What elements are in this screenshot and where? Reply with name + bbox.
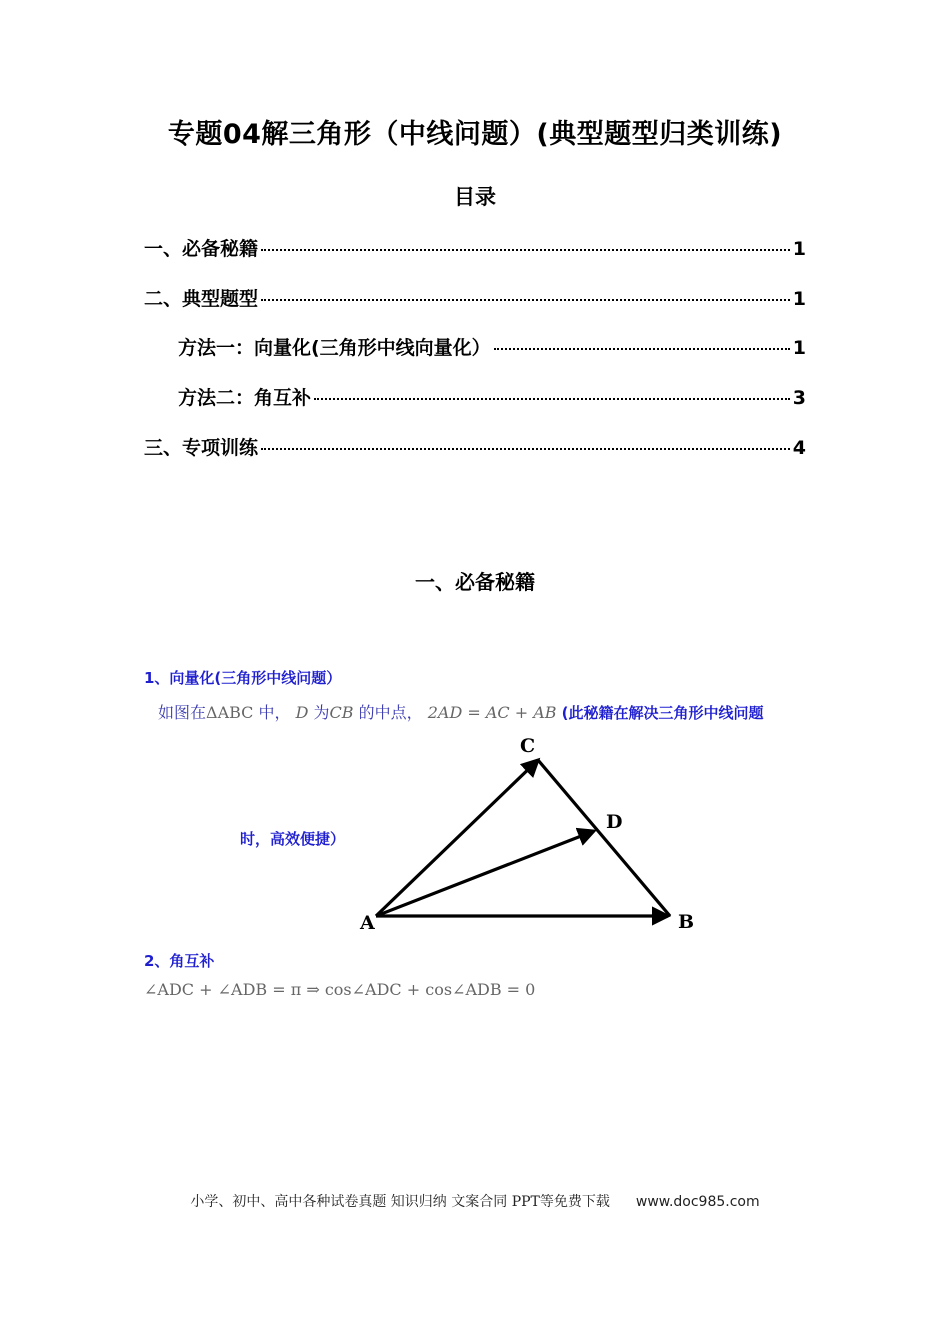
- label-a: A: [360, 912, 375, 934]
- document-title: 专题04解三角形（中线问题）(典型题型归类训练): [167, 119, 783, 150]
- segment-cb: CB: [329, 703, 354, 722]
- footer-url[interactable]: www.doc985.com: [635, 1194, 760, 1210]
- toc-item-essentials[interactable]: [144, 234, 806, 261]
- toc-item-method-2[interactable]: [178, 383, 806, 410]
- toc-leader-dots: [261, 448, 790, 450]
- toc-item-training[interactable]: [144, 433, 806, 460]
- toc-item-label: 三、专项训练: [144, 437, 259, 459]
- supplementary-angle-formula: ∠ADC + ∠ADB = π ⇒ cos∠ADC + cos∠ADB = 0: [144, 980, 536, 999]
- toc-item-page: 1: [792, 238, 806, 260]
- toc-leader-dots: [494, 348, 790, 350]
- point-d: D: [295, 703, 309, 722]
- toc-item-page: 1: [792, 288, 806, 310]
- vector-explanation-line: [158, 700, 764, 723]
- text-wei: 为: [308, 703, 330, 722]
- toc-item-label: 方法一：向量化(三角形中线向量化）: [178, 337, 491, 359]
- label-b: B: [678, 911, 695, 933]
- toc-leader-dots: [261, 299, 790, 301]
- toc-item-page: 1: [792, 337, 806, 359]
- toc-item-method-1[interactable]: [178, 333, 806, 360]
- text-prefix: 如图在: [158, 703, 207, 722]
- label-c: C: [520, 735, 536, 757]
- toc-item-label: 一、必备秘籍: [144, 238, 259, 260]
- text-midpoint: 的中点，: [353, 703, 423, 722]
- toc-leader-dots: [261, 249, 790, 251]
- footer-text: 小学、初中、高中各种试卷真题 知识归纳 文案合同 PPT等免费下载: [190, 1194, 610, 1210]
- triangle-symbol: ΔABC: [206, 703, 254, 722]
- triangle-median-figure: [340, 730, 720, 945]
- toc-heading: 目录: [454, 185, 496, 209]
- text-zhong: 中，: [253, 703, 291, 722]
- toc-item-page: 3: [792, 387, 806, 409]
- toc-item-label: 方法二：角互补: [178, 387, 312, 409]
- subheading-vectorization: 1、向量化(三角形中线问题）: [144, 669, 342, 687]
- toc-item-typical-types[interactable]: [144, 284, 806, 311]
- subheading-supplementary-angles: 2、角互补: [144, 952, 215, 970]
- note-part-1: (此秘籍在解决三角形中线问题: [561, 704, 764, 722]
- vector-ad-arrow: [376, 831, 594, 916]
- label-d: D: [606, 811, 623, 833]
- page-footer: [0, 1191, 950, 1211]
- note-part-2: 时，高效便捷）: [240, 830, 346, 848]
- section-heading-essentials: 一、必备秘籍: [415, 570, 535, 594]
- toc-item-label: 二、典型题型: [144, 288, 259, 310]
- side-cb-line: [538, 760, 670, 916]
- vector-ac-arrow: [376, 760, 538, 916]
- median-vector-formula: 2AD = AC + AB: [427, 703, 557, 722]
- toc-leader-dots: [314, 398, 790, 400]
- toc-item-page: 4: [792, 437, 806, 459]
